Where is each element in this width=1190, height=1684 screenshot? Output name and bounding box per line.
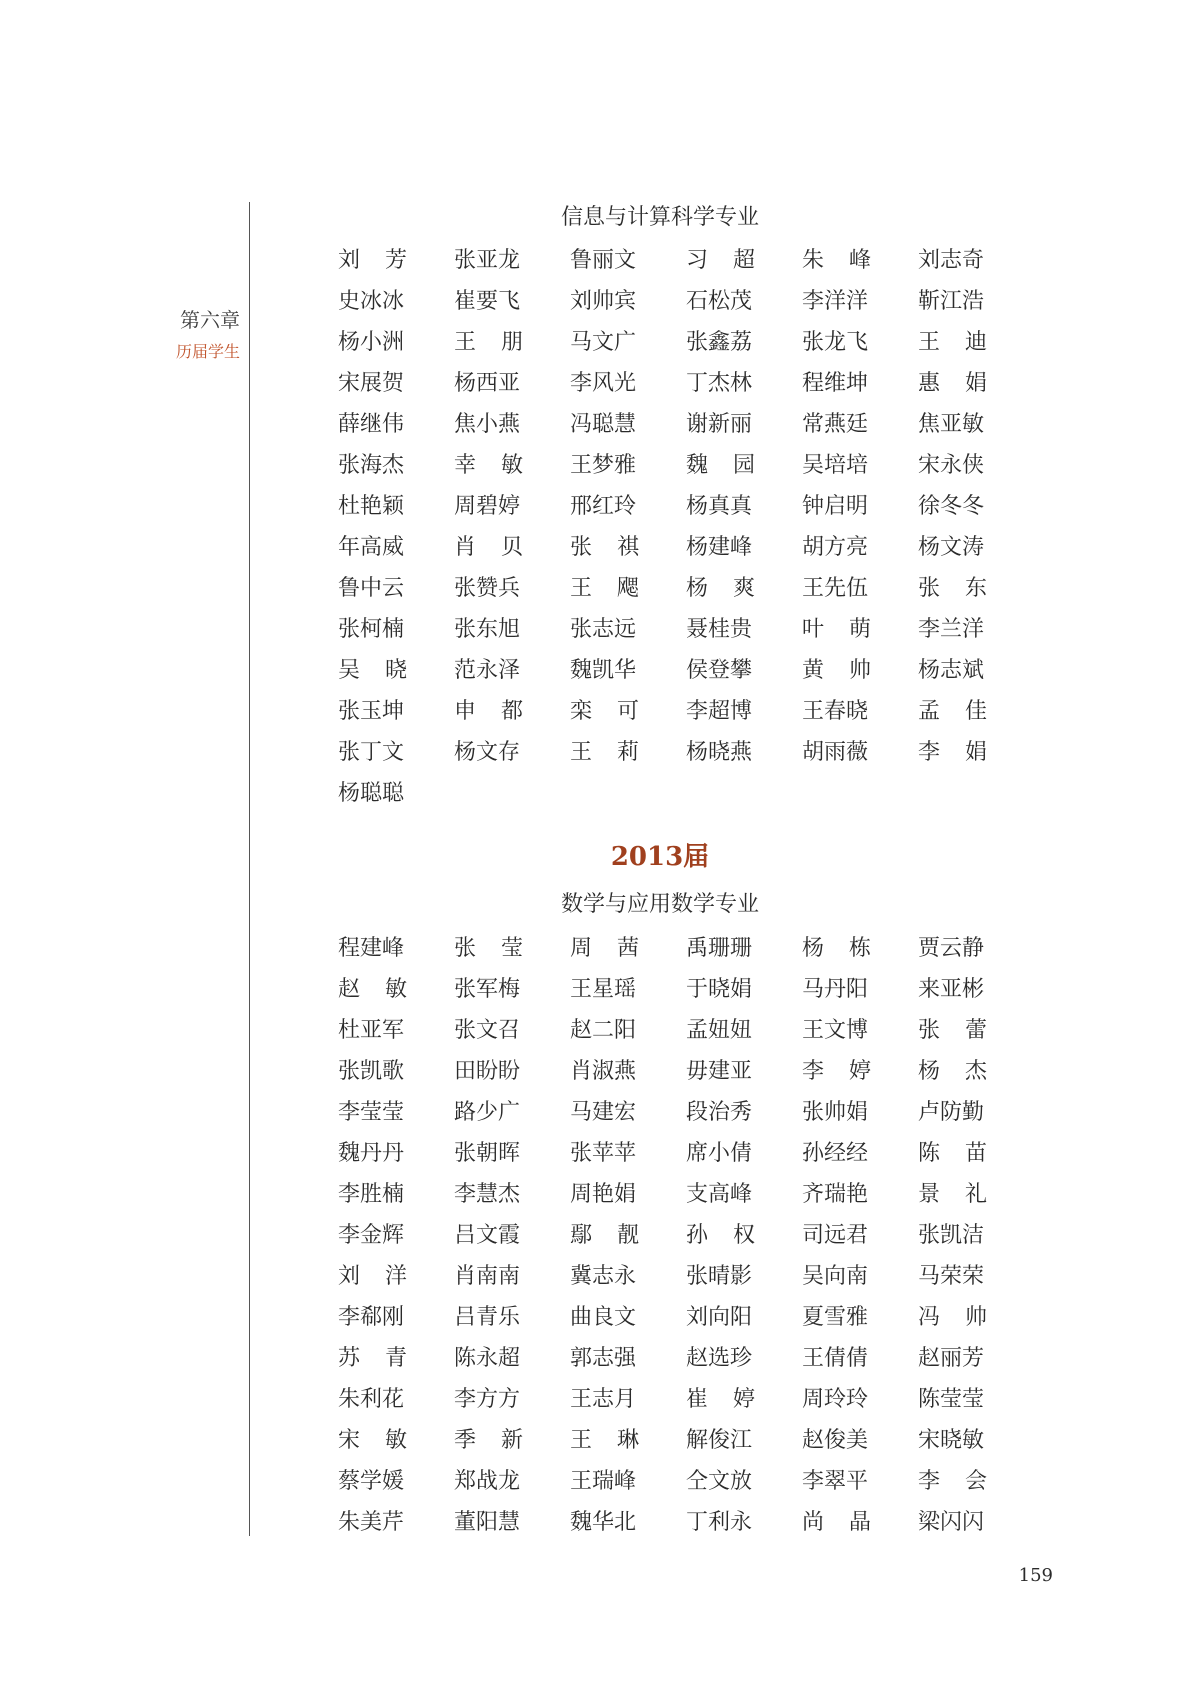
- student-name: 李翠平: [802, 1469, 869, 1494]
- student-name: 李金辉: [338, 1223, 405, 1248]
- student-name: 丁利永: [686, 1510, 753, 1535]
- student-name: 魏凯华: [570, 658, 637, 683]
- student-name: 宋展贺: [338, 371, 405, 396]
- student-name: 吴 晓: [338, 658, 407, 683]
- student-name: 魏华北: [570, 1510, 637, 1535]
- student-name: 李洋洋: [802, 289, 869, 314]
- student-name: 吕青乐: [454, 1305, 521, 1330]
- student-name: 冀志永: [570, 1264, 637, 1289]
- student-name: 张柯楠: [338, 617, 405, 642]
- student-name: 赵俊美: [802, 1428, 869, 1453]
- student-name: 鲁丽文: [570, 248, 637, 273]
- student-name: 周艳娟: [570, 1182, 637, 1207]
- student-name: 陈永超: [454, 1346, 521, 1371]
- student-name: 石松茂: [686, 289, 753, 314]
- student-name: 张丁文: [338, 740, 405, 765]
- student-name: 张龙飞: [802, 330, 869, 355]
- student-name: 田盼盼: [454, 1059, 521, 1084]
- student-name: 张苹苹: [570, 1141, 637, 1166]
- student-name: 段治秀: [686, 1100, 753, 1125]
- student-name: 周 茜: [570, 936, 639, 961]
- student-name: 路少广: [454, 1100, 521, 1125]
- student-name: 冯 帅: [918, 1305, 987, 1330]
- student-name: 陈莹莹: [918, 1387, 985, 1412]
- student-name: 张鑫荔: [686, 330, 753, 355]
- chapter-title: 第六章: [180, 308, 240, 332]
- student-name: 宋永侠: [918, 453, 985, 478]
- student-name: 杨小洲: [338, 330, 405, 355]
- student-name: 王文博: [802, 1018, 869, 1043]
- student-name: 杨建峰: [686, 535, 753, 560]
- student-name: 贾云静: [918, 936, 985, 961]
- student-name: 谢新丽: [686, 412, 753, 437]
- student-name: 李莹莹: [338, 1100, 405, 1125]
- student-name: 李方方: [454, 1387, 521, 1412]
- student-name: 宋晓敏: [918, 1428, 985, 1453]
- student-name: 杨晓燕: [686, 740, 753, 765]
- student-name: 支高峰: [686, 1182, 753, 1207]
- student-name: 孟 佳: [918, 699, 987, 724]
- student-name: 孙经经: [802, 1141, 869, 1166]
- student-name: 肖淑燕: [570, 1059, 637, 1084]
- student-name: 王 琳: [570, 1428, 639, 1453]
- student-name: 席小倩: [686, 1141, 753, 1166]
- student-name: 张帅娟: [802, 1100, 869, 1125]
- student-name: 魏丹丹: [338, 1141, 405, 1166]
- student-name: 董阳慧: [454, 1510, 521, 1535]
- student-name: 鄢 靓: [570, 1223, 639, 1248]
- student-name: 肖 贝: [454, 535, 523, 560]
- student-name: 胡方亮: [802, 535, 869, 560]
- student-name: 王瑞峰: [570, 1469, 637, 1494]
- section2-major-heading: 数学与应用数学专业: [560, 892, 759, 917]
- student-name: 张玉坤: [338, 699, 405, 724]
- student-name: 宋 敏: [338, 1428, 407, 1453]
- student-name: 解俊江: [686, 1428, 753, 1453]
- student-name: 幸 敏: [454, 453, 523, 478]
- student-name: 赵二阳: [570, 1018, 637, 1043]
- student-name: 毋建亚: [686, 1059, 753, 1084]
- student-name: 吕文霞: [454, 1223, 521, 1248]
- student-name: 叶 萌: [802, 617, 871, 642]
- student-name: 钟启明: [802, 494, 869, 519]
- student-name: 杜艳颖: [338, 494, 405, 519]
- student-name: 张海杰: [338, 453, 405, 478]
- student-name: 王星瑶: [570, 977, 637, 1002]
- student-name: 杨聪聪: [338, 781, 405, 806]
- student-name: 杨文存: [454, 740, 521, 765]
- student-name: 王 莉: [570, 740, 639, 765]
- student-name: 朱利花: [338, 1387, 405, 1412]
- page-number: 159: [1018, 1565, 1053, 1586]
- student-name: 邢红玲: [570, 494, 637, 519]
- student-name: 聂桂贵: [686, 617, 753, 642]
- student-name: 刘 芳: [338, 248, 407, 273]
- student-name: 蔡学媛: [338, 1469, 405, 1494]
- student-name: 侯登攀: [686, 658, 753, 683]
- student-name: 杜亚军: [338, 1018, 405, 1043]
- student-name: 王 朋: [454, 330, 523, 355]
- student-name: 靳江浩: [918, 289, 985, 314]
- student-name: 赵丽芳: [918, 1346, 985, 1371]
- section1-name-grid: [338, 246, 1038, 820]
- student-name: 史冰冰: [338, 289, 405, 314]
- student-name: 刘 洋: [338, 1264, 407, 1289]
- year-heading: 2013届: [610, 842, 710, 872]
- student-name: 梁闪闪: [918, 1510, 985, 1535]
- student-name: 杨真真: [686, 494, 753, 519]
- student-name: 张 蕾: [918, 1018, 987, 1043]
- student-name: 张朝晖: [454, 1141, 521, 1166]
- student-name: 马文广: [570, 330, 637, 355]
- student-name: 薛继伟: [338, 412, 405, 437]
- student-name: 马荣荣: [918, 1264, 985, 1289]
- student-name: 焦亚敏: [918, 412, 985, 437]
- student-name: 杨 栋: [802, 936, 871, 961]
- student-name: 崔 婷: [686, 1387, 755, 1412]
- student-name: 郑战龙: [454, 1469, 521, 1494]
- student-name: 苏 青: [338, 1346, 407, 1371]
- student-name: 张 东: [918, 576, 987, 601]
- student-name: 禹珊珊: [686, 936, 753, 961]
- student-name: 栾 可: [570, 699, 639, 724]
- student-name: 习 超: [686, 248, 755, 273]
- student-name: 范永泽: [454, 658, 521, 683]
- student-name: 郭志强: [570, 1346, 637, 1371]
- student-name: 赵选珍: [686, 1346, 753, 1371]
- student-name: 李超博: [686, 699, 753, 724]
- student-name: 王梦雅: [570, 453, 637, 478]
- student-name: 周碧婷: [454, 494, 521, 519]
- student-name: 孟妞妞: [686, 1018, 753, 1043]
- student-name: 刘帅宾: [570, 289, 637, 314]
- student-name: 景 礼: [918, 1182, 987, 1207]
- section2-name-grid: [338, 934, 1038, 1549]
- student-name: 徐冬冬: [918, 494, 985, 519]
- student-name: 王春晓: [802, 699, 869, 724]
- student-name: 夏雪雅: [802, 1305, 869, 1330]
- student-name: 孙 权: [686, 1223, 755, 1248]
- student-name: 李郗刚: [338, 1305, 405, 1330]
- student-name: 杨西亚: [454, 371, 521, 396]
- student-name: 胡雨薇: [802, 740, 869, 765]
- student-name: 张军梅: [454, 977, 521, 1002]
- student-name: 杨文涛: [918, 535, 985, 560]
- student-name: 丁杰林: [686, 371, 753, 396]
- student-name: 杨 爽: [686, 576, 755, 601]
- student-name: 张 莹: [454, 936, 523, 961]
- student-name: 王 飔: [570, 576, 639, 601]
- student-name: 李兰洋: [918, 617, 985, 642]
- student-name: 张东旭: [454, 617, 521, 642]
- student-name: 申 都: [454, 699, 523, 724]
- student-name: 张志远: [570, 617, 637, 642]
- student-name: 年高威: [338, 535, 405, 560]
- section1-major-heading: 信息与计算科学专业: [560, 205, 759, 230]
- student-name: 司远君: [802, 1223, 869, 1248]
- student-name: 张赞兵: [454, 576, 521, 601]
- student-name: 赵 敏: [338, 977, 407, 1002]
- student-name: 季 新: [454, 1428, 523, 1453]
- student-name: 焦小燕: [454, 412, 521, 437]
- student-name: 李 会: [918, 1469, 987, 1494]
- student-name: 张文召: [454, 1018, 521, 1043]
- student-name: 陈 苗: [918, 1141, 987, 1166]
- student-name: 马建宏: [570, 1100, 637, 1125]
- student-name: 魏 园: [686, 453, 755, 478]
- student-name: 卢防勤: [918, 1100, 985, 1125]
- student-name: 马丹阳: [802, 977, 869, 1002]
- student-name: 王倩倩: [802, 1346, 869, 1371]
- student-name: 李慧杰: [454, 1182, 521, 1207]
- student-name: 张 祺: [570, 535, 639, 560]
- student-name: 刘向阳: [686, 1305, 753, 1330]
- student-name: 曲良文: [570, 1305, 637, 1330]
- student-name: 黄 帅: [802, 658, 871, 683]
- student-name: 程维坤: [802, 371, 869, 396]
- chapter-subtitle: 历届学生: [175, 342, 240, 361]
- student-name: 惠 娟: [918, 371, 987, 396]
- student-name: 朱 峰: [802, 248, 871, 273]
- student-name: 来亚彬: [918, 977, 985, 1002]
- student-name: 李 婷: [802, 1059, 871, 1084]
- student-name: 周玲玲: [802, 1387, 869, 1412]
- student-name: 李胜楠: [338, 1182, 405, 1207]
- student-name: 王志月: [570, 1387, 637, 1412]
- student-name: 肖南南: [454, 1264, 521, 1289]
- student-name: 张凯歌: [338, 1059, 405, 1084]
- student-name: 仝文放: [686, 1469, 753, 1494]
- student-name: 于晓娟: [686, 977, 753, 1002]
- student-name: 常燕廷: [802, 412, 869, 437]
- student-name: 杨志斌: [918, 658, 985, 683]
- student-name: 张亚龙: [454, 248, 521, 273]
- student-name: 吴向南: [802, 1264, 869, 1289]
- student-name: 李风光: [570, 371, 637, 396]
- student-name: 冯聪慧: [570, 412, 637, 437]
- student-name: 朱美芹: [338, 1510, 405, 1535]
- student-name: 吴培培: [802, 453, 869, 478]
- student-name: 程建峰: [338, 936, 405, 961]
- student-name: 鲁中云: [338, 576, 405, 601]
- student-name: 杨 杰: [918, 1059, 987, 1084]
- student-name: 尚 晶: [802, 1510, 871, 1535]
- student-name: 王先伍: [802, 576, 869, 601]
- student-name: 张晴影: [686, 1264, 753, 1289]
- student-name: 王 迪: [918, 330, 987, 355]
- student-name: 刘志奇: [918, 248, 985, 273]
- student-name: 张凯洁: [918, 1223, 985, 1248]
- student-name: 李 娟: [918, 740, 987, 765]
- student-name: 齐瑞艳: [802, 1182, 869, 1207]
- student-name: 崔要飞: [454, 289, 521, 314]
